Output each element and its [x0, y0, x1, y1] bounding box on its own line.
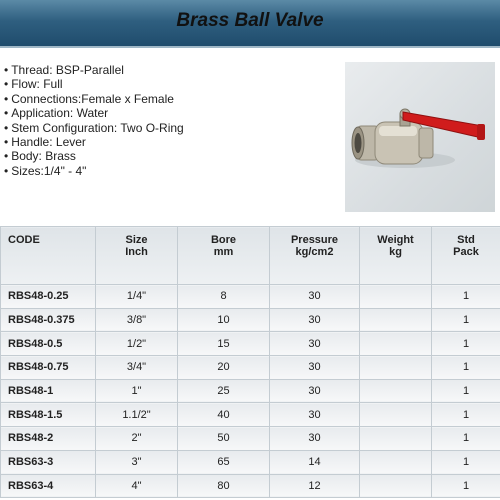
cell-std-pack: 1	[432, 450, 500, 474]
cell-code: RBS48-0.5	[1, 332, 96, 356]
table-row	[1, 403, 500, 427]
column-header-bore-line: Bore	[210, 234, 237, 246]
cell-std-pack: 1	[432, 332, 500, 356]
cell-std-pack: 1	[432, 403, 500, 427]
cell-pressure: 30	[270, 403, 360, 427]
cell-pressure: 14	[270, 450, 360, 474]
column-header-size	[96, 227, 178, 285]
cell-size: 1/4"	[96, 285, 178, 309]
table-row	[1, 285, 500, 309]
spec-list	[4, 63, 184, 178]
cell-bore: 40	[178, 403, 270, 427]
cell-pressure: 30	[270, 379, 360, 403]
cell-weight	[360, 474, 432, 498]
column-header-std-pack-line: Std	[457, 234, 475, 246]
cell-std-pack: 1	[432, 285, 500, 309]
cell-weight	[360, 379, 432, 403]
column-header-code	[1, 227, 96, 285]
cell-code: RBS48-1	[1, 379, 96, 403]
cell-size: 2"	[96, 427, 178, 451]
cell-bore: 10	[178, 308, 270, 332]
column-header-weight-line: Weight	[377, 234, 414, 246]
table-body	[1, 285, 500, 498]
cell-pressure: 30	[270, 285, 360, 309]
column-header-weight	[360, 227, 432, 285]
cell-size: 1"	[96, 379, 178, 403]
cell-code: RBS48-0.375	[1, 308, 96, 332]
cell-pressure: 30	[270, 308, 360, 332]
cell-size: 3"	[96, 450, 178, 474]
cell-weight	[360, 450, 432, 474]
cell-weight	[360, 403, 432, 427]
cell-pressure: 30	[270, 356, 360, 380]
cell-std-pack: 1	[432, 356, 500, 380]
table-row	[1, 427, 500, 451]
ball-valve-image	[345, 62, 495, 212]
product-table	[0, 226, 500, 498]
cell-bore: 25	[178, 379, 270, 403]
table-row	[1, 379, 500, 403]
cell-bore: 80	[178, 474, 270, 498]
cell-weight	[360, 285, 432, 309]
column-header-pressure-line: Pressure	[290, 234, 339, 246]
table-row	[1, 474, 500, 498]
cell-pressure: 30	[270, 332, 360, 356]
cell-code: RBS63-4	[1, 474, 96, 498]
cell-size: 3/4"	[96, 356, 178, 380]
column-header-code-line: CODE	[8, 234, 40, 246]
cell-std-pack: 1	[432, 308, 500, 332]
cell-std-pack: 1	[432, 379, 500, 403]
cell-size: 1/2"	[96, 332, 178, 356]
cell-std-pack: 1	[432, 474, 500, 498]
spec-item-connections: • Connections:Female x Female	[4, 92, 184, 106]
table-row	[1, 308, 500, 332]
cell-bore: 65	[178, 450, 270, 474]
cell-weight	[360, 356, 432, 380]
cell-code: RBS63-3	[1, 450, 96, 474]
column-header-size-line: Size	[125, 234, 148, 246]
cell-size: 3/8"	[96, 308, 178, 332]
spec-item-body: • Body: Brass	[4, 149, 184, 163]
cell-code: RBS48-1.5	[1, 403, 96, 427]
column-header-size-line: Inch	[125, 246, 148, 258]
cell-bore: 50	[178, 427, 270, 451]
table-row	[1, 356, 500, 380]
column-header-std-pack-line: Pack	[453, 246, 479, 258]
cell-weight	[360, 427, 432, 451]
spec-item-flow: • Flow: Full	[4, 77, 184, 91]
column-header-std-pack	[432, 227, 500, 285]
title-bar	[0, 0, 500, 48]
spec-item-application: • Application: Water	[4, 106, 184, 120]
spec-item-handle: • Handle: Lever	[4, 135, 184, 149]
page-title: Brass Ball Valve	[176, 10, 324, 31]
column-header-bore	[178, 227, 270, 285]
column-header-bore-line: mm	[213, 246, 234, 258]
table-row	[1, 332, 500, 356]
cell-code: RBS48-0.25	[1, 285, 96, 309]
cell-bore: 20	[178, 356, 270, 380]
cell-pressure: 30	[270, 427, 360, 451]
cell-size: 1.1/2"	[96, 403, 178, 427]
cell-code: RBS48-2	[1, 427, 96, 451]
spec-item-sizes: • Sizes:1/4" - 4"	[4, 164, 184, 178]
valve-photo	[345, 62, 495, 212]
cell-weight	[360, 332, 432, 356]
cell-std-pack: 1	[432, 427, 500, 451]
table-header-row	[1, 227, 500, 285]
cell-weight	[360, 308, 432, 332]
column-header-pressure-line: kg/cm2	[295, 246, 334, 258]
cell-bore: 15	[178, 332, 270, 356]
spec-item-stem: • Stem Configuration: Two O-Ring	[4, 121, 184, 135]
cell-pressure: 12	[270, 474, 360, 498]
cell-bore: 8	[178, 285, 270, 309]
spec-item-thread: • Thread: BSP-Parallel	[4, 63, 184, 77]
cell-code: RBS48-0.75	[1, 356, 96, 380]
cell-size: 4"	[96, 474, 178, 498]
column-header-pressure	[270, 227, 360, 285]
column-header-weight-line: kg	[389, 246, 402, 258]
table-row	[1, 450, 500, 474]
